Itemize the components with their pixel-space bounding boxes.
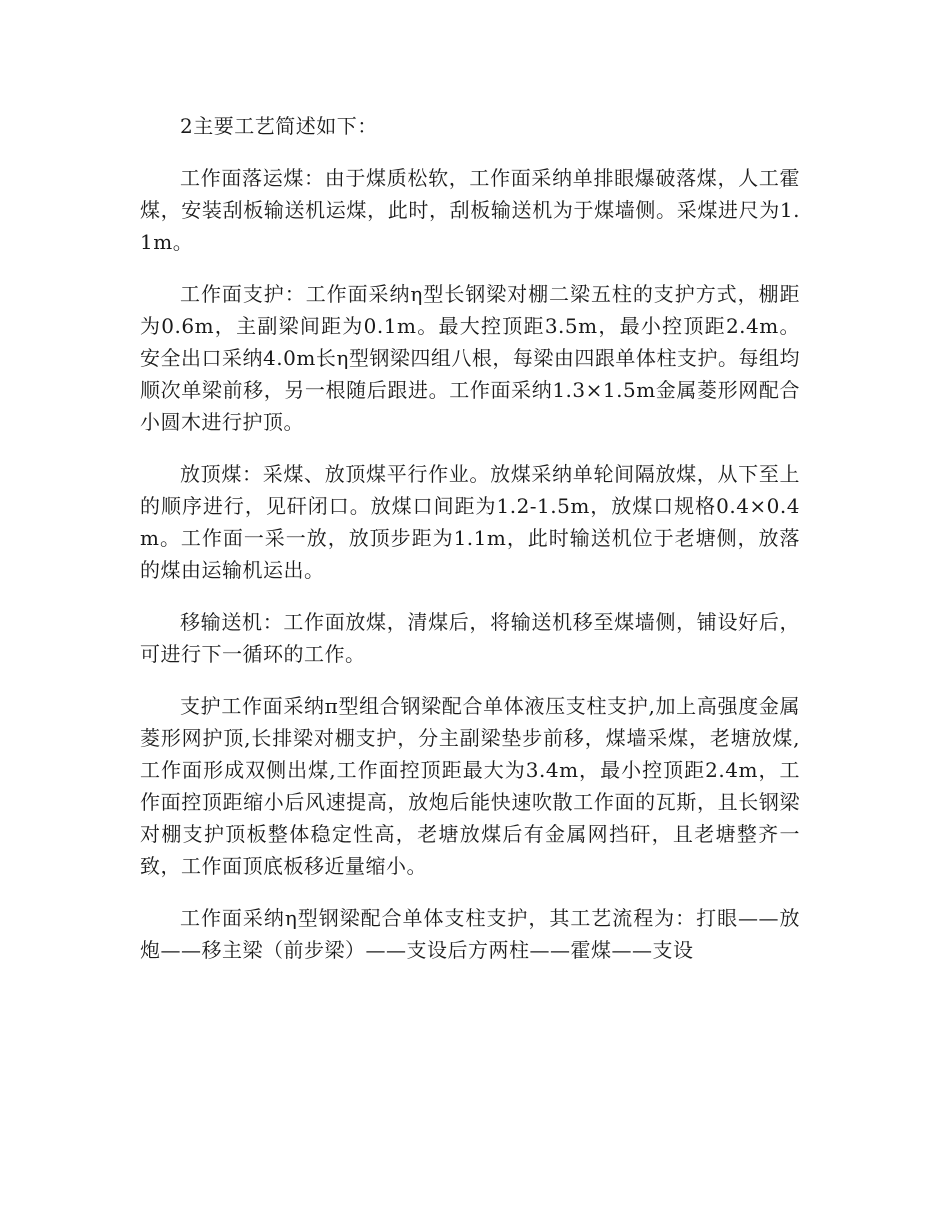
document-body	[140, 110, 800, 986]
paragraph-process-flow: 工作面采纳η型钢梁配合单体支柱支护，其工艺流程为：打眼——放炮——移主梁（前步梁）——支设后方两柱——霍煤——支设	[140, 906, 800, 962]
paragraph-coal-cutting: 工作面落运煤：由于煤质松软，工作面采纳单排眼爆破落煤，人工霍煤，安装刮板输送机运煤，此时，刮板输送机为于煤墙侧。采煤进尺为1.1m。	[140, 166, 800, 254]
paragraph-conveyor-moving: 移输送机：工作面放煤，清煤后，将输送机移至煤墙侧，铺设好后，可进行下一循环的工作。	[140, 610, 800, 666]
paragraph-top-coal-caving: 放顶煤：采煤、放顶煤平行作业。放煤采纳单轮间隔放煤，从下至上的顺序进行，见矸闭口。放煤口间距为1.2-1.5m，放煤口规格0.4×0.4m。工作面一采一放，放顶步距为1.1m，此时输送机位于老塘侧，放落的煤由运输机运出。	[140, 462, 800, 582]
paragraph-support-method: 支护工作面采纳π型组合钢梁配合单体液压支柱支护,加上高强度金属菱形网护顶,长排梁对棚支护，分主副梁垫步前移，煤墙采煤，老塘放煤,工作面形成双侧出煤,工作面控顶距最大为3.4m，最小控顶距2.4m，工作面控顶距缩小后风速提高，放炮后能快速吹散工作面的瓦斯，且长钢梁对棚支护顶板整体稳定性高，老塘放煤后有金属网挡矸，且老塘整齐一致，工作面顶底板移近量缩小。	[140, 694, 800, 878]
paragraph-face-support: 工作面支护：工作面采纳η型长钢梁对棚二梁五柱的支护方式，棚距为0.6m，主副梁间距为0.1m。最大控顶距3.5m，最小控顶距2.4m。安全出口采纳4.0m长η型钢梁四组八根，每梁由四跟单体柱支护。每组均顺次单梁前移，另一根随后跟进。工作面采纳1.3×1.5m金属菱形网配合小圆木进行护顶。	[140, 282, 800, 434]
paragraph-section-heading: 2主要工艺简述如下：	[180, 114, 378, 138]
